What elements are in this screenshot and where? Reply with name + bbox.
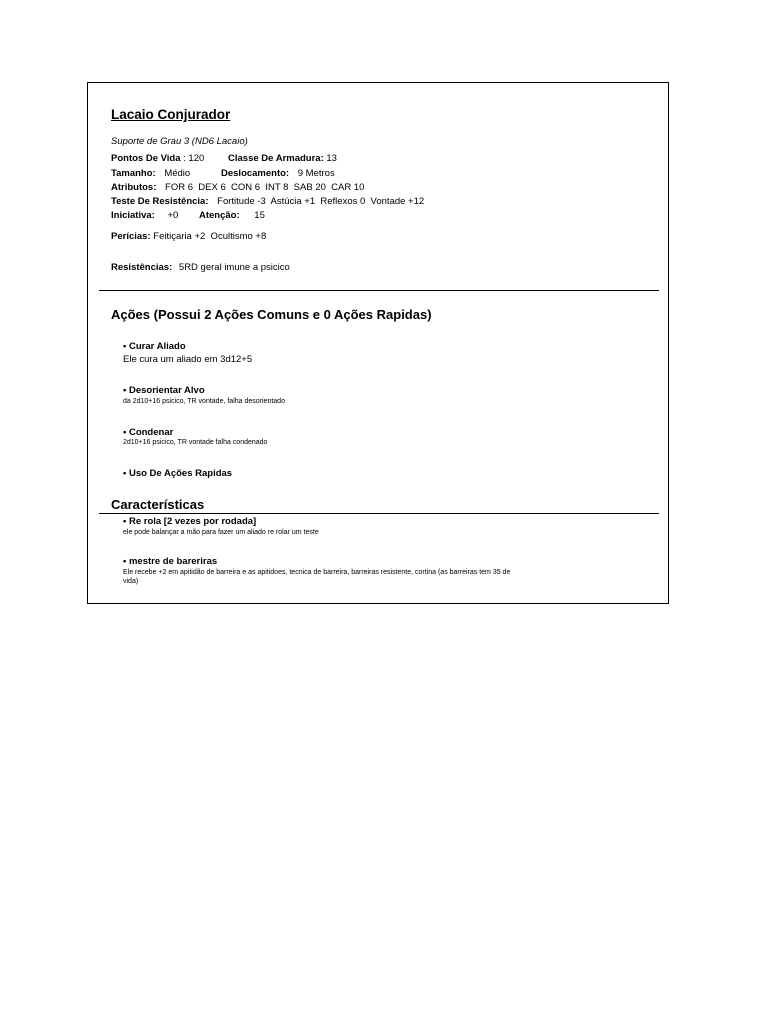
tamanho-value: Médio [164, 168, 191, 179]
acao-desc-condenar: 2d10+16 psicico, TR vontade falha condenado [123, 439, 268, 446]
acao-desc-curar: Ele cura um aliado em 3d12+5 [123, 354, 253, 365]
section-divider [99, 290, 659, 291]
resistencias-value: 5RD geral imune a psicico [178, 262, 290, 273]
deslocamento-label: Deslocamento: [221, 168, 290, 179]
atencao-label: Atenção: [199, 210, 240, 221]
tamanho-row [111, 168, 190, 179]
ca-value: 13 [326, 153, 337, 164]
creature-title: Lacaio Conjurador [111, 107, 231, 122]
pv-value: : 120 [183, 153, 205, 164]
caracteristicas-divider [99, 513, 659, 514]
pericias-row [111, 231, 266, 242]
atencao-value: 15 [254, 210, 265, 221]
caracteristicas-heading: Características [111, 497, 205, 512]
pericias-value: Feitiçaria +2 Ocultismo +8 [153, 231, 267, 242]
ca-label: Classe De Armadura: [228, 153, 324, 164]
teste-resistencia-row [111, 196, 424, 207]
atributos-value: FOR 6 DEX 6 CON 6 INT 8 SAB 20 CAR 10 [165, 182, 365, 193]
ca-row [228, 153, 337, 164]
acoes-heading: Ações (Possui 2 Ações Comuns e 0 Ações Rapidas) [111, 307, 432, 322]
resistencias-row [111, 262, 290, 273]
tamanho-label: Tamanho: [111, 168, 156, 179]
atributos-label: Atributos: [111, 182, 157, 193]
iniciativa-row [111, 210, 178, 221]
pv-row [111, 153, 204, 164]
caract-desc-mestre-barreiras: Ele recebe +2 em apitidão de barreira e as apitidoes, tecnica de barreira, barreiras resistente, cortina (as barreiras tem 35 de vida) [123, 569, 511, 585]
deslocamento-value: 9 Metros [297, 168, 335, 179]
acao-name-curar: • Curar Aliado [123, 341, 186, 352]
iniciativa-value: +0 [167, 210, 179, 221]
stat-block-card [87, 82, 669, 604]
acao-name-acoes-rapidas: • Uso De Ações Rapidas [123, 468, 233, 479]
caract-name-mestre-barreiras: • mestre de bareriras [123, 556, 218, 567]
teste-resistencia-label: Teste De Resistência: [111, 196, 209, 207]
acao-name-condenar: • Condenar [123, 427, 174, 438]
pericias-label: Perícias: [111, 231, 151, 242]
teste-resistencia-value: Fortitude -3 Astúcia +1 Reflexos 0 Vontade +12 [217, 196, 425, 207]
iniciativa-label: Iniciativa: [111, 210, 155, 221]
caract-desc-re-rola: ele pode balançar a mão para fazer um aliado re rolar um teste [123, 529, 319, 536]
pv-label: Pontos De Vida [111, 153, 181, 164]
atributos-row [111, 182, 364, 193]
atencao-row [199, 210, 265, 221]
resistencias-label: Resistências: [111, 262, 173, 273]
deslocamento-row [221, 168, 335, 179]
creature-subtitle: Suporte de Grau 3 (ND6 Lacaio) [111, 136, 248, 147]
caract-name-re-rola: • Re rola [2 vezes por rodada] [123, 516, 257, 527]
acao-desc-desorientar: da 2d10+16 psicico, TR vontade, falha desorientado [123, 398, 285, 405]
acao-name-desorientar: • Desorientar Alvo [123, 385, 205, 396]
